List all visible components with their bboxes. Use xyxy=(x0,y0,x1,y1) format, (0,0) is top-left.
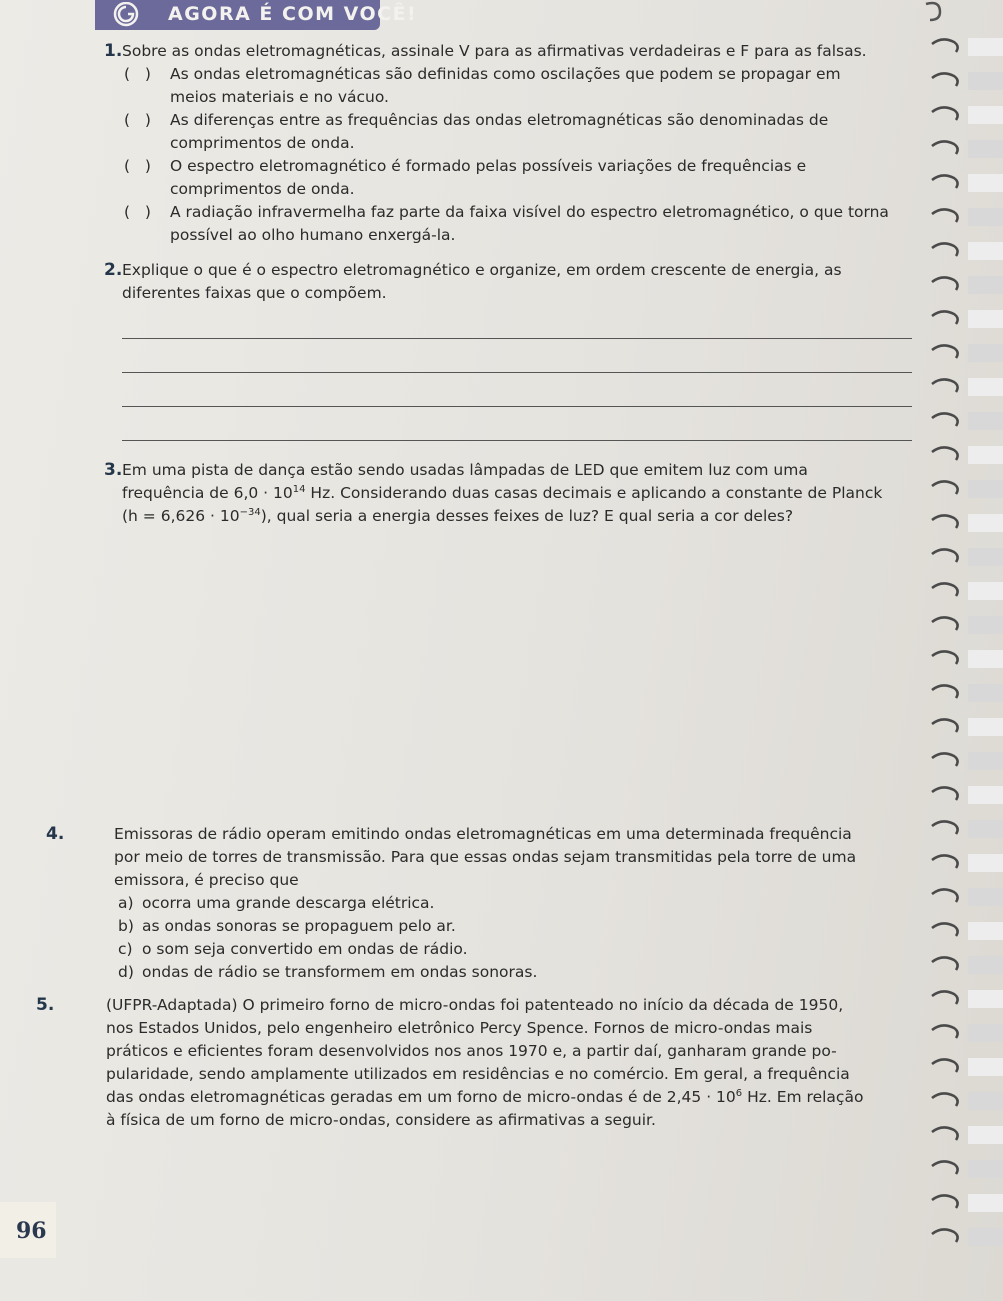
binding-ring-icon xyxy=(920,0,950,22)
binding-ring xyxy=(932,379,958,392)
binding-edge xyxy=(968,1024,1003,1042)
binding-edge xyxy=(968,242,1003,260)
exercise-list xyxy=(26,40,916,1132)
binding-edge xyxy=(968,72,1003,90)
binding-edge xyxy=(968,276,1003,294)
question-number: 5. xyxy=(36,995,55,1015)
swirl-logo-icon xyxy=(100,0,152,30)
binding-ring xyxy=(932,651,958,664)
binding-edge xyxy=(968,412,1003,430)
answer-line[interactable] xyxy=(122,339,912,373)
binding-ring xyxy=(932,719,958,732)
binding-edge xyxy=(968,106,1003,124)
binding-ring xyxy=(932,821,958,834)
binding-edge xyxy=(968,1194,1003,1212)
binding-ring xyxy=(932,1161,958,1174)
choice-d[interactable]: d) ondas de rádio se transformem em ondas sonoras. xyxy=(118,963,538,981)
true-false-option: ( ) As ondas eletromagnéticas são definidas como oscilações que podem se propagar em meios materiais e no vácuo. xyxy=(124,65,841,106)
binding-edge xyxy=(968,208,1003,226)
binding-ring xyxy=(932,889,958,902)
binding-ring xyxy=(932,1093,958,1106)
binding-ring xyxy=(932,481,958,494)
binding-edge xyxy=(968,718,1003,736)
binding-ring xyxy=(932,957,958,970)
binding-ring xyxy=(932,311,958,324)
binding-edge xyxy=(968,684,1003,702)
page-number: 96 xyxy=(16,1218,47,1244)
answer-area[interactable] xyxy=(26,528,916,823)
answer-line[interactable] xyxy=(122,407,912,441)
binding-ring xyxy=(932,1195,958,1208)
binding-edge xyxy=(968,1058,1003,1076)
answer-line[interactable] xyxy=(122,373,912,407)
answer-blank[interactable]: ( ) xyxy=(124,65,151,83)
binding-edge xyxy=(968,582,1003,600)
binding-ring xyxy=(932,1059,958,1072)
binding-ring xyxy=(932,277,958,290)
binding-ring xyxy=(932,39,958,52)
answer-blank[interactable]: ( ) xyxy=(124,203,151,221)
binding-edge xyxy=(968,174,1003,192)
binding-edge xyxy=(968,378,1003,396)
binding-ring xyxy=(932,413,958,426)
question-number: 4. xyxy=(46,824,65,844)
question-5: 5. (UFPR-Adaptada) O primeiro forno de micro-ondas foi patenteado no início da década de 1950, nos Estados Unidos, pelo engenheiro eletrônico Percy Spence. Fornos de micro-ondas mais práticos e eficientes foram desenvolvidos nos anos 1970 e, a partir daí, ganharam grande po- pularidade, sendo amplamente utilizados em residências e no comércio. Em geral, a frequência das ondas eletromagnéticas geradas em um forno de micro-ondas é de $2,45 \cdot 10^6$ Hz. Em relação à física de um forno de micro-ondas, considere as afirmativas a seguir. xyxy=(36,995,864,1129)
binding-edge xyxy=(968,344,1003,362)
question-stem: Sobre as ondas eletromagnéticas, assinale V para as afirmativas verdadeiras e F para as falsas. xyxy=(122,42,867,60)
binding-ring xyxy=(932,73,958,86)
binding-edge xyxy=(968,820,1003,838)
binding-edge xyxy=(968,922,1003,940)
binding-ring xyxy=(932,1229,958,1242)
question-3: 3. Em uma pista de dança estão sendo usadas lâmpadas de LED que emitem luz com uma frequência de $6,0 \cdot 10^{14}$ Hz. Considerando duas casas decimais e aplicando a constante de Planck $(h = 6,626 \cdot 10^{-34})$, qual seria a energia desses feixes de luz? E qual seria a cor deles? xyxy=(26,459,916,823)
question-1 xyxy=(26,40,916,247)
binding-edge xyxy=(968,140,1003,158)
binding-ring xyxy=(932,685,958,698)
binding-edge xyxy=(968,616,1003,634)
binding-edge xyxy=(968,38,1003,56)
binding-ring xyxy=(932,855,958,868)
spiral-binding-icon xyxy=(928,30,1003,1260)
binding-ring xyxy=(932,447,958,460)
binding-edge xyxy=(968,480,1003,498)
choice-b[interactable]: b) as ondas sonoras se propaguem pelo ar. xyxy=(118,917,456,935)
binding-edge xyxy=(968,548,1003,566)
binding-edge xyxy=(968,446,1003,464)
binding-ring xyxy=(932,549,958,562)
binding-ring xyxy=(932,515,958,528)
binding-edge xyxy=(968,650,1003,668)
binding-ring xyxy=(932,617,958,630)
binding-edge xyxy=(968,752,1003,770)
choice-c[interactable]: c) o som seja convertido em ondas de rádio. xyxy=(118,940,468,958)
true-false-option: ( ) O espectro eletromagnético é formado pelas possíveis variações de frequências e comprimentos de onda. xyxy=(124,157,807,198)
binding-ring xyxy=(932,1127,958,1140)
choice-a[interactable]: a) ocorra uma grande descarga elétrica. xyxy=(118,894,435,912)
binding-edge xyxy=(968,1092,1003,1110)
binding-edge xyxy=(968,1160,1003,1178)
binding-edge xyxy=(968,786,1003,804)
binding-ring xyxy=(932,345,958,358)
page-number-box xyxy=(0,1202,56,1258)
question-2: 2. Explique o que é o espectro eletromagnético e organize, em ordem crescente de energia, as diferentes faixas que o compõem. xyxy=(26,259,916,441)
answer-blank[interactable]: ( ) xyxy=(124,111,151,129)
binding-edge xyxy=(968,956,1003,974)
binding-ring xyxy=(932,209,958,222)
binding-edge xyxy=(968,854,1003,872)
binding-ring xyxy=(932,175,958,188)
binding-ring xyxy=(932,787,958,800)
answer-blank[interactable]: ( ) xyxy=(124,157,151,175)
question-number: 2. xyxy=(104,260,123,280)
true-false-option: ( ) As diferenças entre as frequências das ondas eletromagnéticas são denominadas de comprimentos de onda. xyxy=(124,111,829,152)
answer-line[interactable] xyxy=(122,305,912,339)
binding-ring xyxy=(932,243,958,256)
binding-ring xyxy=(932,991,958,1004)
section-title: AGORA É COM VOCÊ! xyxy=(168,3,418,25)
binding-edge xyxy=(968,888,1003,906)
question-4: 4. Emissoras de rádio operam emitindo ondas eletromagnéticas em uma determinada frequência por meio de torres de transmissão. Para que essas ondas sejam transmitidas pela torre de uma emissora, é preciso que a) ocorra uma grande descarga elétrica. b) as ondas sonoras se propaguem pelo ar. c) o som seja convertido em ondas de rádio. d) ondas de rádio se transformem em ondas sonoras. xyxy=(26,823,916,984)
binding-ring xyxy=(932,923,958,936)
binding-ring xyxy=(932,1025,958,1038)
binding-ring xyxy=(932,753,958,766)
binding-ring xyxy=(932,583,958,596)
binding-ring xyxy=(932,141,958,154)
question-number: 1. xyxy=(104,41,123,61)
binding-edge xyxy=(968,990,1003,1008)
binding-edge xyxy=(968,1126,1003,1144)
question-number: 3. xyxy=(104,460,123,480)
binding-ring xyxy=(932,107,958,120)
binding-edge xyxy=(968,1228,1003,1246)
binding-edge xyxy=(968,310,1003,328)
binding-edge xyxy=(968,514,1003,532)
true-false-option: ( ) A radiação infravermelha faz parte da faixa visível do espectro eletromagnético, o que torna possível ao olho humano enxergá-la. xyxy=(124,203,889,244)
